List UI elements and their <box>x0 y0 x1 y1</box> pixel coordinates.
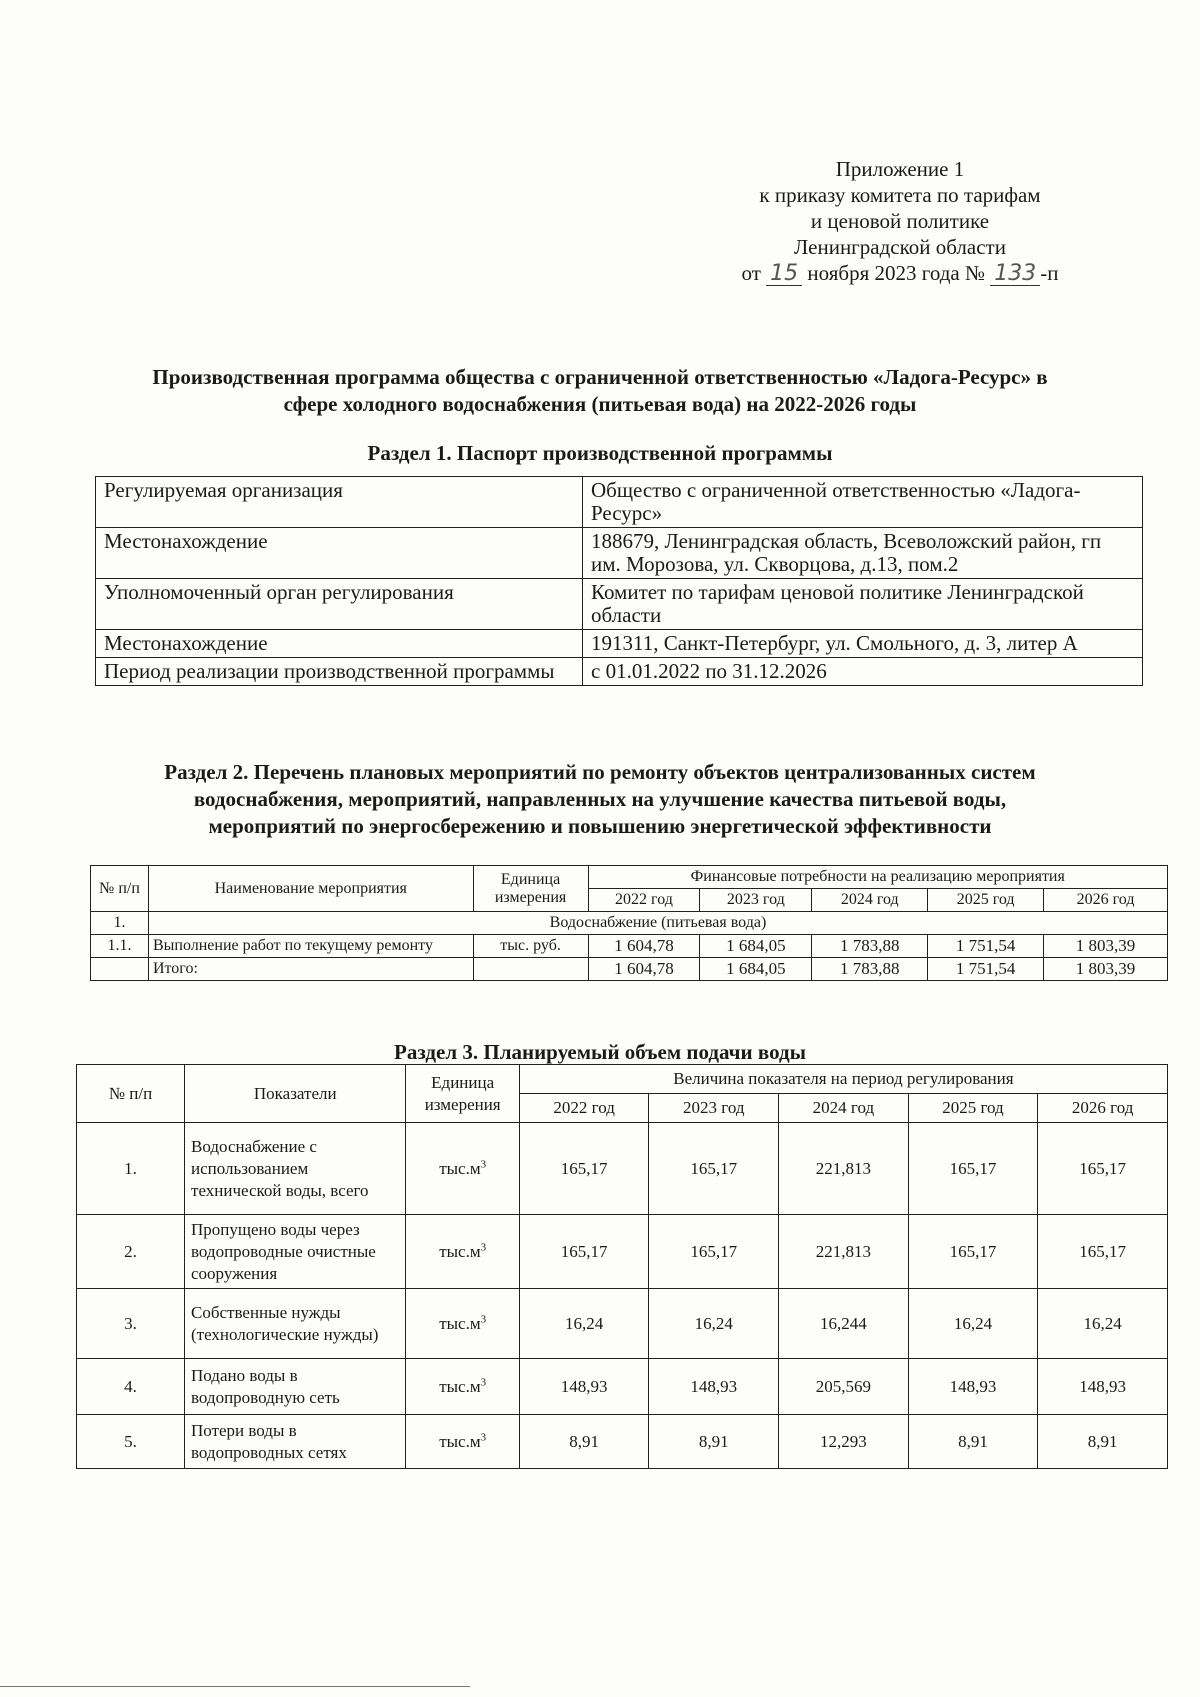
water-supply-table <box>76 1064 1168 1469</box>
appendix-line: Приложение 1 <box>835 157 965 181</box>
title-line: Производственная программа общества с ограниченной ответственностью «Ладога-Ресурс» в <box>152 365 1048 389</box>
row-name: Выполнение работ по текущему ремонту <box>148 935 473 958</box>
row-value: 8,91 <box>649 1415 779 1469</box>
passport-key: Местонахождение <box>96 630 583 658</box>
passport-key: Период реализации производственной программы <box>96 658 583 686</box>
appendix-line: к приказу комитета по тарифам <box>759 183 1041 207</box>
unit-exponent: 3 <box>480 1240 487 1253</box>
passport-row <box>96 528 1143 579</box>
year-header: 2026 год <box>1044 889 1168 912</box>
row-value: 148,93 <box>908 1359 1038 1415</box>
passport-key: Регулируемая организация <box>96 477 583 528</box>
row-num: 5. <box>77 1415 185 1469</box>
row-value: 12,293 <box>779 1415 909 1469</box>
header-period: Величина показателя на период регулирования <box>519 1065 1167 1094</box>
year-header: 2023 год <box>700 889 812 912</box>
year-header: 2024 год <box>779 1094 909 1123</box>
row-num: 2. <box>77 1215 185 1289</box>
row-value: 16,244 <box>779 1289 909 1359</box>
passport-row <box>96 630 1143 658</box>
unit-exponent: 3 <box>480 1312 487 1325</box>
section3-title: Раздел 3. Планируемый объем подачи воды <box>394 1040 806 1064</box>
header-num: № п/п <box>77 1065 185 1123</box>
row-num: 1. <box>77 1123 185 1215</box>
table-row <box>91 935 1168 958</box>
title-line: сфере холодного водоснабжения (питьевая вода) на 2022-2026 годы <box>283 392 917 416</box>
row-value: 1 803,39 <box>1044 935 1168 958</box>
row-value: 16,24 <box>1038 1289 1168 1359</box>
row-value: 8,91 <box>519 1415 649 1469</box>
group-num: 1. <box>91 912 149 935</box>
row-value: 1 751,54 <box>928 935 1044 958</box>
unit-exponent: 3 <box>480 1375 487 1388</box>
handwritten-day: 15 <box>766 263 802 286</box>
year-header: 2023 год <box>649 1094 779 1123</box>
row-unit <box>406 1123 519 1215</box>
header-unit: Единица измерения <box>473 866 588 912</box>
passport-row <box>96 477 1143 528</box>
row-unit <box>406 1289 519 1359</box>
passport-row <box>96 579 1143 630</box>
total-value: 1 684,05 <box>700 958 812 981</box>
row-value: 165,17 <box>519 1215 649 1289</box>
section2-title-line: Раздел 2. Перечень плановых мероприятий по ремонту объектов централизованных систем <box>164 760 1036 784</box>
row-value: 148,93 <box>649 1359 779 1415</box>
table-row <box>77 1123 1168 1215</box>
unit-base: тыс.м <box>439 1376 481 1396</box>
date-middle: ноября 2023 года № <box>807 261 986 285</box>
appendix-line: Ленинградской области <box>794 235 1006 259</box>
year-header: 2022 год <box>588 889 700 912</box>
passport-value: Общество с ограниченной ответственностью «Ладога-Ресурс» <box>583 477 1143 528</box>
row-name: Пропущено воды через водопроводные очистные сооружения <box>185 1215 406 1289</box>
unit-exponent: 3 <box>480 1430 487 1443</box>
header-finance: Финансовые потребности на реализацию мероприятия <box>588 866 1167 889</box>
row-value: 8,91 <box>908 1415 1038 1469</box>
section2-title <box>110 759 1090 840</box>
row-value: 205,569 <box>779 1359 909 1415</box>
row-value: 165,17 <box>649 1123 779 1215</box>
total-value: 1 604,78 <box>588 958 700 981</box>
scan-artifact-line <box>0 1686 470 1687</box>
header-name: Наименование мероприятия <box>148 866 473 912</box>
table-row <box>77 1359 1168 1415</box>
row-value: 16,24 <box>519 1289 649 1359</box>
passport-row <box>96 658 1143 686</box>
row-value: 165,17 <box>649 1215 779 1289</box>
section1-title: Раздел 1. Паспорт производственной программы <box>367 441 833 465</box>
passport-value: Комитет по тарифам ценовой политике Ленинградской области <box>583 579 1143 630</box>
row-value: 148,93 <box>1038 1359 1168 1415</box>
group-label: Водоснабжение (питьевая вода) <box>148 912 1167 935</box>
year-header: 2022 год <box>519 1094 649 1123</box>
row-name: Собственные нужды (технологические нужды) <box>185 1289 406 1359</box>
passport-key: Уполномоченный орган регулирования <box>96 579 583 630</box>
section2-title-line: водоснабжения, мероприятий, направленных на улучшение качества питьевой воды, <box>193 787 1007 811</box>
passport-value: 191311, Санкт-Петербург, ул. Смольного, д. 3, литер А <box>583 630 1143 658</box>
appendix-date-line <box>700 260 1100 286</box>
total-value: 1 783,88 <box>812 958 928 981</box>
unit-base: тыс.м <box>439 1313 481 1333</box>
year-header: 2025 год <box>908 1094 1038 1123</box>
row-num: 1.1. <box>91 935 149 958</box>
row-unit <box>406 1359 519 1415</box>
total-value: 1 751,54 <box>928 958 1044 981</box>
order-suffix: -п <box>1040 261 1059 285</box>
row-name: Водоснабжение с использованием технической воды, всего <box>185 1123 406 1215</box>
year-header: 2026 год <box>1038 1094 1168 1123</box>
header-name: Показатели <box>185 1065 406 1123</box>
appendix-header <box>700 156 1100 286</box>
group-row <box>91 912 1168 935</box>
row-value: 165,17 <box>908 1123 1038 1215</box>
unit-exponent: 3 <box>480 1157 487 1170</box>
total-row <box>91 958 1168 981</box>
row-value: 165,17 <box>519 1123 649 1215</box>
row-value: 1 684,05 <box>700 935 812 958</box>
row-name: Подано воды в водопроводную сеть <box>185 1359 406 1415</box>
header-unit: Единица измерения <box>406 1065 519 1123</box>
date-prefix: от <box>741 261 761 285</box>
row-value: 1 783,88 <box>812 935 928 958</box>
row-num: 3. <box>77 1289 185 1359</box>
passport-key: Местонахождение <box>96 528 583 579</box>
passport-table <box>95 476 1143 686</box>
row-unit <box>406 1215 519 1289</box>
row-value: 165,17 <box>908 1215 1038 1289</box>
total-num <box>91 958 149 981</box>
row-value: 221,813 <box>779 1123 909 1215</box>
handwritten-order-number: 133 <box>990 263 1040 286</box>
table-row <box>77 1215 1168 1289</box>
activities-table <box>90 865 1168 981</box>
appendix-line: и ценовой политике <box>810 209 990 233</box>
row-value: 221,813 <box>779 1215 909 1289</box>
row-num: 4. <box>77 1359 185 1415</box>
row-value: 16,24 <box>908 1289 1038 1359</box>
total-label: Итого: <box>148 958 473 981</box>
table-row <box>77 1289 1168 1359</box>
total-value: 1 803,39 <box>1044 958 1168 981</box>
row-value: 165,17 <box>1038 1215 1168 1289</box>
total-unit <box>473 958 588 981</box>
document-title <box>120 364 1080 418</box>
section2-title-line: мероприятий по энергосбережению и повышению энергетической эффективности <box>208 814 992 838</box>
row-unit <box>406 1415 519 1469</box>
unit-base: тыс.м <box>439 1158 481 1178</box>
header-num: № п/п <box>91 866 149 912</box>
row-unit: тыс. руб. <box>473 935 588 958</box>
row-value: 8,91 <box>1038 1415 1168 1469</box>
row-value: 148,93 <box>519 1359 649 1415</box>
table-row <box>77 1415 1168 1469</box>
passport-value: с 01.01.2022 по 31.12.2026 <box>583 658 1143 686</box>
row-value: 16,24 <box>649 1289 779 1359</box>
row-value: 1 604,78 <box>588 935 700 958</box>
year-header: 2025 год <box>928 889 1044 912</box>
row-name: Потери воды в водопроводных сетях <box>185 1415 406 1469</box>
year-header: 2024 год <box>812 889 928 912</box>
unit-base: тыс.м <box>439 1431 481 1451</box>
unit-base: тыс.м <box>439 1241 481 1261</box>
row-value: 165,17 <box>1038 1123 1168 1215</box>
passport-value: 188679, Ленинградская область, Всеволожский район, гп им. Морозова, ул. Скворцова, д.13, пом.2 <box>583 528 1143 579</box>
